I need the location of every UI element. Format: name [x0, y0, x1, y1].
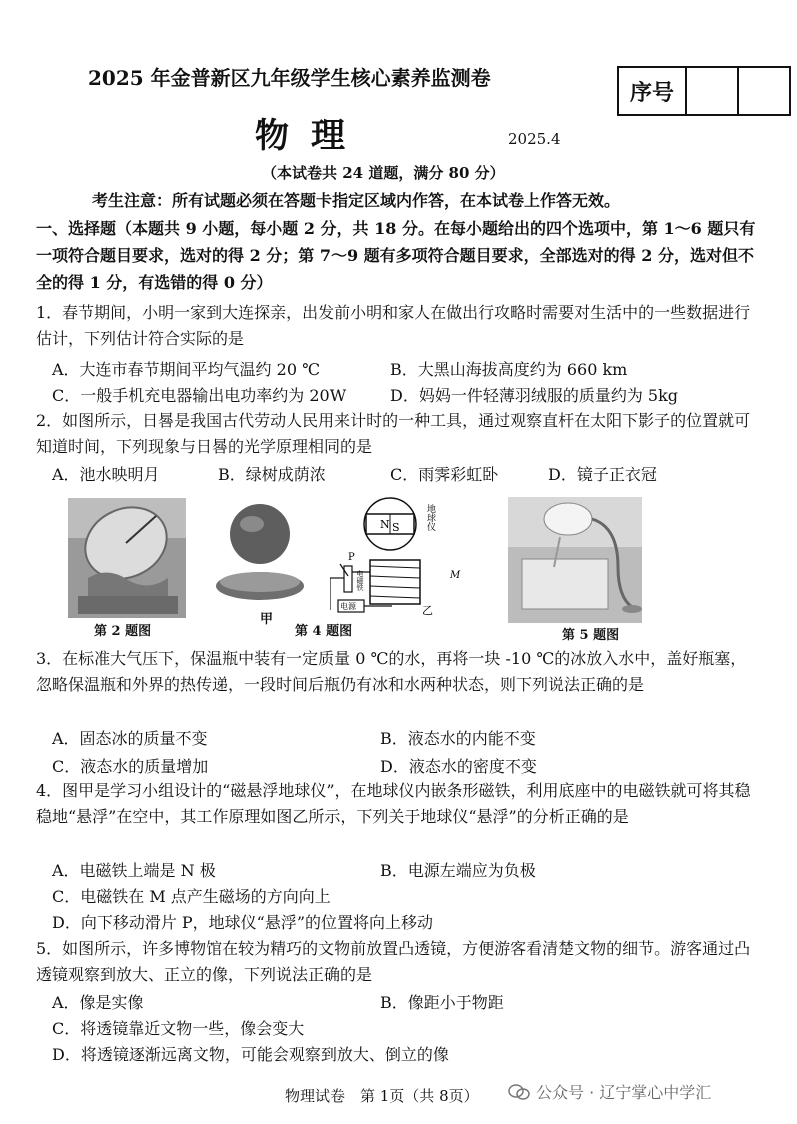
question-4-option-a: A．电磁铁上端是 N 极	[52, 861, 216, 880]
wechat-icon	[508, 1084, 530, 1100]
exam-date: 2025.4	[508, 130, 561, 148]
globe-label: 地球仪	[425, 504, 435, 531]
floating-globe-photo	[212, 500, 308, 610]
question-5-option-c: C．将透镜靠近文物一些，像会变大	[52, 1019, 305, 1038]
point-m-label: M	[450, 570, 461, 581]
page-footer: 物理试卷 第 1页（共 8页）	[285, 1087, 479, 1105]
question-1-option-c: C．一般手机充电器输出电功率约为 20W	[52, 386, 347, 405]
slider-p-label: P	[348, 552, 355, 563]
question-4-option-d: D．向下移动滑片 P，地球仪“悬浮”的位置将向上移动	[52, 913, 434, 932]
electromagnet-circuit-diagram	[330, 488, 470, 618]
museum-lens-photo	[508, 497, 642, 623]
figure-4-yi-label: 乙	[422, 604, 433, 617]
question-5-stem: 5．如图所示，许多博物馆在较为精巧的文物前放置凸透镜，方便游客看清楚文物的细节。游客通过凸透镜观察到放大、正立的像，下列说法正确的是	[36, 939, 751, 984]
question-2-option-c: C．雨霁彩虹卧	[390, 465, 499, 484]
question-4-option-b: B．电源左端应为负极	[380, 861, 536, 880]
question-5-option-a: A．像是实像	[52, 993, 144, 1012]
question-3-option-c: C．液态水的质量增加	[52, 757, 209, 776]
question-2-option-d: D．镜子正衣冠	[548, 465, 657, 484]
question-5-option-d: D．将透镜逐渐远离文物，可能会观察到放大、倒立的像	[52, 1045, 449, 1064]
question-5-option-b: B．像距小于物距	[380, 993, 504, 1012]
question-1-stem: 1．春节期间，小明一家到大连探亲，出发前小明和家人在做出行攻略时需要对生活中的一些数据进行估计，下列估计符合实际的是	[36, 303, 751, 348]
subject-title: 物理	[255, 116, 367, 156]
exam-notice: 考生注意：所有试题必须在答题卡指定区域内作答，在本试卷上作答无效。	[92, 191, 621, 210]
question-3-option-b: B．液态水的内能不变	[380, 729, 536, 748]
power-source-label: 电源	[340, 602, 356, 611]
question-4-stem: 4．图甲是学习小组设计的“磁悬浮地球仪”，在地球仪内嵌条形磁铁，利用底座中的电磁铁就可将其稳稳地“悬浮”在空中，其工作原理如图乙所示，下列关于地球仪“悬浮”的分析正确的是	[36, 781, 751, 826]
sequence-cell	[687, 68, 739, 114]
question-3-option-a: A．固态冰的质量不变	[52, 729, 208, 748]
sequence-label: 序号	[619, 68, 687, 114]
figure-4-jia-label: 甲	[260, 612, 274, 627]
electromagnet-label: 电磁铁	[356, 570, 364, 591]
figure-2-caption: 第 2 题图	[94, 624, 152, 639]
sequence-number-box	[617, 66, 791, 116]
exam-title: 2025 年金普新区九年级学生核心素养监测卷	[88, 66, 491, 90]
question-1-option-d: D．妈妈一件轻薄羽绒服的质量约为 5kg	[390, 386, 679, 405]
watermark	[508, 1080, 711, 1103]
figure-5-caption: 第 5 题图	[562, 628, 620, 643]
exam-meta: （本试卷共 24 道题，满分 80 分）	[262, 164, 505, 182]
question-1-option-a: A．大连市春节期间平均气温约 20 ℃	[52, 360, 320, 379]
sequence-cell	[739, 68, 789, 114]
watermark-text: 公众号 · 辽宁掌心中学汇	[536, 1083, 712, 1102]
question-2-option-a: A．池水映明月	[52, 465, 160, 484]
sundial-photo	[68, 498, 186, 618]
question-4-option-c: C．电磁铁在 M 点产生磁场的方向向上	[52, 887, 331, 906]
question-3-option-d: D．液态水的密度不变	[380, 757, 537, 776]
question-3-stem: 3．在标准大气压下，保温瓶中装有一定质量 0 ℃的水，再将一块 -10 ℃的冰放入水中，盖好瓶塞，忽略保温瓶和外界的热传递，一段时间后瓶仍有冰和水两种状态，则下列说法正确的是	[36, 649, 747, 694]
question-2-option-b: B．绿树成荫浓	[218, 465, 326, 484]
question-1-option-b: B．大黑山海拔高度约为 660 km	[390, 360, 628, 379]
section-1-instructions: 一、选择题（本题共 9 小题，每小题 2 分，共 18 分。在每小题给出的四个选项中，第 1～6 题只有一项符合题目要求，选对的得 2 分；第 7～9 题有多项符合题目要求，全部选对的得 2 分，选对但不全的得 1 分，有选错的得 0 分）	[36, 219, 756, 292]
question-2-stem: 2．如图所示，日晷是我国古代劳动人民用来计时的一种工具，通过观察直杆在太阳下影子的位置就可知道时间，下列现象与日晷的光学原理相同的是	[36, 411, 751, 456]
magnet-s-pole: S	[392, 521, 400, 534]
magnet-n-pole: N	[380, 518, 390, 531]
figure-4-caption: 第 4 题图	[295, 624, 353, 639]
